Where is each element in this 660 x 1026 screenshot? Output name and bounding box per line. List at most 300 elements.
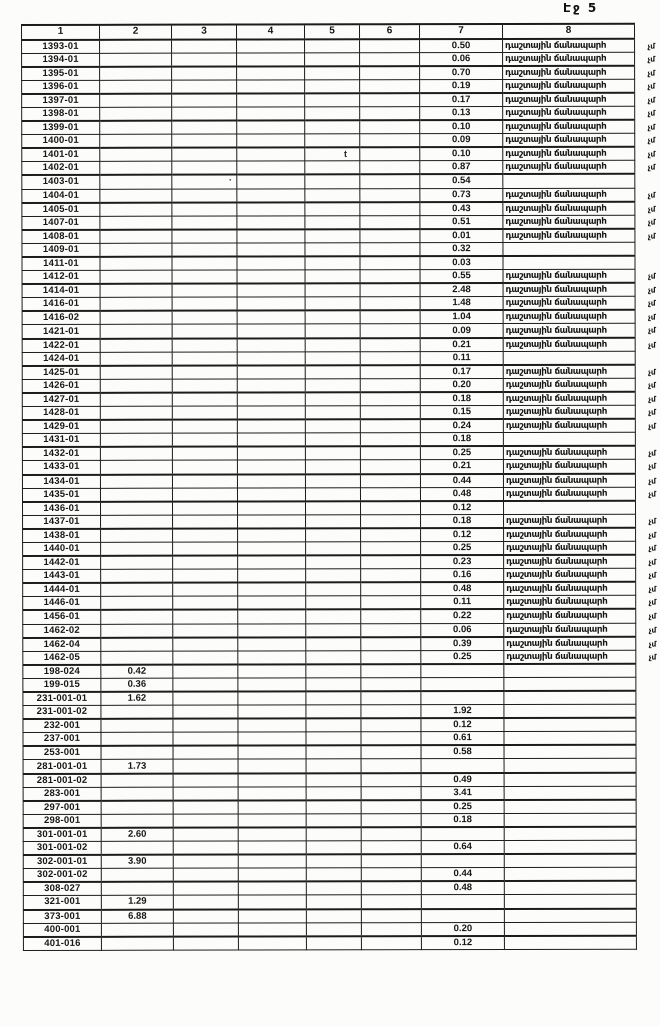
cell-land-use	[504, 772, 636, 786]
cell-area-col2	[100, 447, 172, 461]
cell-col6	[361, 582, 421, 596]
cell-area-col2	[100, 134, 172, 148]
cell-col3	[173, 855, 238, 869]
cell-area-col2	[101, 800, 173, 814]
cell-land-use: դաշտային ճանապարհ չմ	[503, 364, 635, 378]
cell-area-col7: 1.48	[420, 297, 503, 311]
table-row	[22, 120, 635, 135]
cell-area-col2	[100, 229, 172, 243]
cell-col6	[361, 746, 421, 760]
cell-col3	[172, 447, 237, 461]
cell-col5	[305, 392, 360, 406]
cell-area-col2	[100, 202, 172, 216]
table-row	[23, 664, 636, 679]
cell-col3	[172, 134, 237, 148]
cell-area-col2	[101, 529, 173, 543]
cell-col4	[237, 161, 305, 175]
cell-area-col7: 0.58	[421, 745, 504, 759]
cell-parcel-id: 1444-01	[23, 583, 101, 597]
cell-col6	[360, 215, 420, 229]
cell-col5	[305, 243, 360, 257]
cell-col6	[360, 487, 420, 501]
cell-parcel-id: 1403-01	[22, 175, 100, 189]
table-row	[23, 718, 636, 733]
road-label-suffix-fragment: չմ	[648, 639, 657, 649]
cell-col5	[306, 882, 361, 896]
table-row	[22, 446, 635, 461]
cell-area-col2	[100, 53, 172, 67]
cell-col4	[237, 487, 305, 501]
road-label-suffix-fragment: չմ	[648, 313, 656, 323]
cell-area-col2	[101, 624, 173, 638]
cell-col6	[360, 270, 420, 284]
cell-area-col7: 0.18	[420, 433, 503, 447]
cell-parcel-id: 1436-01	[23, 502, 101, 516]
cell-col5	[306, 786, 361, 800]
cell-area-col7: 0.55	[420, 270, 503, 284]
road-label-suffix-fragment: չմ	[648, 530, 657, 540]
cell-land-use: դաշտային ճանապարհ չմ	[503, 52, 635, 66]
table-row	[23, 500, 636, 515]
table-row	[23, 813, 636, 828]
cell-col4	[238, 746, 306, 760]
cell-col6	[361, 800, 421, 814]
cell-land-use: դաշտային ճանապարհ չմ	[503, 65, 635, 79]
cell-area-col7: 0.51	[420, 215, 503, 229]
cell-col3	[173, 692, 238, 706]
cell-col4	[237, 433, 305, 447]
table-header-row	[22, 24, 635, 40]
cell-land-use: դաշտային ճանապարհ չմ	[503, 296, 635, 310]
cell-area-col7: 0.22	[421, 609, 504, 623]
cell-area-col2	[100, 352, 172, 366]
cell-area-col7: 0.32	[420, 242, 503, 256]
table-row	[23, 908, 636, 923]
table-row	[23, 867, 636, 882]
cell-land-use	[503, 351, 635, 365]
cell-area-col2	[100, 325, 172, 339]
road-label-suffix-fragment: չմ	[648, 326, 656, 336]
road-label-suffix-fragment: չմ	[647, 108, 656, 118]
road-label-suffix-fragment: չմ	[648, 598, 657, 608]
cell-col3	[173, 583, 238, 597]
cell-col6	[360, 107, 420, 121]
cell-col4	[238, 555, 306, 569]
cell-land-use	[504, 677, 636, 691]
cell-col4	[237, 406, 305, 420]
cell-col6	[360, 297, 420, 311]
table-row	[23, 786, 636, 801]
cell-land-use: դաշտային ճանապարհ չմ	[503, 378, 635, 392]
cell-parcel-id: 1434-01	[22, 474, 100, 488]
cell-parcel-id: 198-024	[23, 665, 101, 679]
cell-col5	[306, 718, 361, 732]
cell-parcel-id: 302-001-01	[23, 855, 101, 869]
cell-area-col2	[100, 66, 172, 80]
cell-area-col7: 0.18	[421, 813, 504, 827]
cell-col4	[238, 841, 306, 855]
cell-area-col7: 0.03	[420, 256, 503, 270]
cell-area-col2: 3.90	[101, 855, 173, 869]
cell-area-col7: 0.50	[420, 38, 503, 52]
cell-col5	[305, 351, 360, 365]
cell-area-col7: 0.18	[420, 392, 503, 406]
cell-col6	[361, 705, 421, 719]
column-header-1: 1	[22, 25, 100, 40]
table-row	[23, 691, 636, 706]
table-row	[22, 487, 635, 502]
cell-col3	[173, 732, 238, 746]
road-label-suffix-fragment: չմ	[647, 95, 656, 105]
cell-col5	[306, 841, 361, 855]
table-row	[22, 473, 635, 488]
table-row	[23, 759, 636, 774]
cell-area-col7: 0.12	[420, 501, 503, 515]
cell-col4	[238, 773, 306, 787]
cell-land-use	[504, 745, 636, 759]
cell-area-col7: 0.21	[420, 338, 503, 352]
cell-col3	[172, 488, 237, 502]
cell-col4	[237, 447, 305, 461]
cell-col3	[173, 882, 238, 896]
cell-area-col2: 0.36	[101, 678, 173, 692]
cell-area-col2	[101, 868, 173, 882]
cell-col4	[237, 460, 305, 474]
table-row	[22, 269, 635, 284]
cell-area-col2	[100, 162, 172, 176]
cell-col5	[306, 623, 361, 637]
cell-land-use	[504, 922, 636, 936]
cell-col5	[305, 311, 360, 325]
cell-area-col2: 2.60	[101, 828, 173, 842]
table-row	[22, 324, 635, 339]
cell-col3	[172, 66, 237, 80]
cell-land-use: դաշտային ճանապարհ չմ	[504, 623, 636, 637]
cell-area-col2	[101, 841, 173, 855]
cell-col6	[360, 52, 420, 66]
cell-parcel-id: 1393-01	[22, 39, 100, 53]
cell-land-use: դաշտային ճանապարհ չմ	[503, 269, 635, 283]
cell-area-col7: 0.24	[420, 419, 503, 433]
cell-area-col7: 0.09	[420, 134, 503, 148]
cell-area-col2	[100, 270, 172, 284]
cell-land-use	[504, 827, 636, 841]
cell-area-col2	[101, 637, 173, 651]
cell-area-col2	[101, 515, 173, 529]
cell-parcel-id: 1401-01	[22, 148, 100, 162]
cell-land-use	[504, 691, 636, 705]
cell-col6	[360, 433, 420, 447]
cell-land-use: դաշտային ճանապարհ չմ	[503, 215, 635, 229]
table-row	[22, 337, 635, 352]
cell-land-use: դաշտային ճանապարհ չմ	[503, 337, 635, 351]
cell-col3	[173, 923, 238, 937]
cell-area-col2	[100, 338, 172, 352]
cell-area-col2	[100, 474, 172, 488]
cell-col3	[172, 460, 237, 474]
cell-area-col7: 0.54	[420, 174, 503, 188]
table-row	[22, 161, 635, 176]
table-row	[22, 364, 635, 379]
cell-area-col7: 0.10	[420, 147, 503, 161]
cell-parcel-id: 253-001	[23, 746, 101, 760]
cell-col3	[172, 392, 237, 406]
cell-parcel-id: 1462-05	[23, 651, 101, 665]
column-header-4: 4	[237, 24, 305, 39]
cell-col5	[306, 746, 361, 760]
table-row	[23, 636, 636, 651]
cell-col4	[238, 827, 306, 841]
road-label-suffix-fragment: չմ	[648, 612, 657, 622]
cell-col5	[305, 120, 360, 134]
cell-parcel-id: 1442-01	[23, 556, 101, 570]
cell-parcel-id: 1446-01	[23, 597, 101, 611]
cell-area-col7: 0.44	[421, 868, 504, 882]
table-row	[23, 623, 636, 638]
cell-col3	[172, 243, 237, 257]
cell-col3	[172, 80, 237, 94]
cell-col4	[238, 501, 306, 515]
cell-land-use	[503, 242, 635, 256]
cell-area-col7: 0.06	[420, 52, 503, 66]
cell-col4	[238, 922, 306, 936]
road-label-suffix-fragment: չմ	[647, 231, 656, 241]
cell-col6	[361, 922, 421, 936]
cell-area-col2	[100, 297, 172, 311]
cell-col6	[360, 229, 420, 243]
cell-land-use: դաշտային ճանապարհ չմ	[504, 582, 636, 596]
cell-land-use	[504, 867, 636, 881]
table-row	[22, 296, 635, 311]
cell-col4	[238, 855, 306, 869]
road-label-suffix-fragment: չմ	[648, 448, 656, 458]
cell-col6	[361, 623, 421, 637]
road-label-suffix-fragment: չմ	[647, 217, 656, 227]
road-label-suffix-fragment: չմ	[648, 462, 656, 472]
cell-area-col7: 0.10	[420, 120, 503, 134]
cell-col3	[173, 651, 238, 665]
road-label-suffix-fragment: չմ	[647, 271, 656, 281]
cell-land-use: դաշտային ճանապարհ չմ	[503, 120, 635, 134]
cell-col3	[173, 827, 238, 841]
cell-col4	[237, 352, 305, 366]
cell-area-col7	[421, 908, 504, 922]
cell-land-use: դաշտային ճանապարհ չմ	[503, 161, 635, 175]
road-label-suffix-fragment: չմ	[648, 380, 656, 390]
table-row	[23, 881, 636, 896]
cell-area-col2: 1.73	[101, 760, 173, 774]
cell-area-col7: 0.11	[421, 596, 504, 610]
cell-area-col7: 3.41	[421, 786, 504, 800]
cell-area-col2	[101, 597, 173, 611]
cell-col6	[361, 678, 421, 692]
cell-col3	[173, 515, 238, 529]
cell-area-col2	[100, 121, 172, 135]
cell-parcel-id: 1462-02	[23, 624, 101, 638]
cell-parcel-id: 232-001	[23, 719, 101, 733]
cell-parcel-id: 1429-01	[22, 420, 100, 434]
road-label-suffix-fragment: չմ	[647, 54, 656, 64]
cell-col4	[237, 93, 305, 107]
cell-col6	[361, 909, 421, 923]
cell-col5	[305, 93, 360, 107]
cell-area-col7	[421, 677, 504, 691]
cell-parcel-id: 1395-01	[22, 67, 100, 81]
cell-area-col2	[101, 732, 173, 746]
cell-area-col7: 0.20	[420, 378, 503, 392]
scan-artifact: t	[344, 149, 347, 159]
cell-col3	[172, 229, 237, 243]
cell-area-col2: 1.29	[101, 896, 173, 910]
cell-area-col7: 0.70	[420, 66, 503, 80]
cell-land-use: դաշտային ճանապարհ չմ	[504, 636, 636, 650]
column-header-6: 6	[360, 24, 420, 39]
cell-area-col2	[101, 882, 173, 896]
cell-col5	[305, 297, 360, 311]
cell-col4	[237, 202, 305, 216]
table-row	[22, 133, 635, 148]
cell-area-col7: 0.17	[420, 93, 503, 107]
cell-col4	[238, 759, 306, 773]
table-row	[23, 582, 636, 597]
cell-col3	[173, 936, 238, 950]
cell-col3	[173, 678, 238, 692]
cell-land-use: դաշտային ճանապարհ չմ	[503, 93, 635, 107]
road-label-suffix-fragment: չմ	[647, 285, 656, 295]
cell-col4	[237, 311, 305, 325]
cell-land-use: դաշտային ճանապարհ չմ	[504, 514, 636, 528]
cell-area-col7: 0.87	[420, 161, 503, 175]
table-row	[23, 854, 636, 869]
cell-land-use: դաշտային ճանապարհ չմ	[503, 188, 635, 202]
cell-col5	[306, 759, 361, 773]
cell-parcel-id: 1431-01	[22, 434, 100, 448]
cell-col3	[173, 760, 238, 774]
cell-col4	[238, 895, 306, 909]
cell-col4	[238, 596, 306, 610]
cell-col4	[237, 338, 305, 352]
table-row	[23, 922, 636, 937]
cell-land-use: դաշտային ճանապարհ չմ	[503, 310, 635, 324]
cell-col5	[306, 678, 361, 692]
cell-col3	[172, 284, 237, 298]
cell-parcel-id: 1428-01	[22, 406, 100, 420]
road-label-suffix-fragment: չմ	[647, 204, 656, 214]
cell-parcel-id: 1422-01	[22, 338, 100, 352]
cell-col6	[361, 773, 421, 787]
cell-col3	[173, 610, 238, 624]
table-row	[22, 65, 635, 80]
cell-col6	[360, 134, 420, 148]
road-label-suffix-fragment: չմ	[648, 367, 656, 377]
cell-col4	[238, 909, 306, 923]
column-header-8: 8	[503, 24, 635, 39]
cell-col6	[361, 786, 421, 800]
cell-col3	[172, 93, 237, 107]
cell-col5	[306, 936, 361, 950]
cell-col3	[173, 814, 238, 828]
cell-land-use	[504, 704, 636, 718]
cell-col5	[305, 66, 360, 80]
cell-parcel-id: 1414-01	[22, 284, 100, 298]
cell-area-col7: 0.49	[421, 773, 504, 787]
cell-land-use: դաշտային ճանապարհ չմ	[503, 147, 635, 161]
cell-col5	[306, 664, 361, 678]
cell-parcel-id: 1437-01	[23, 515, 101, 529]
cell-col5	[305, 175, 360, 189]
cell-area-col2	[101, 501, 173, 515]
cell-col6	[361, 868, 421, 882]
cell-area-col2	[100, 311, 172, 325]
cell-col4	[237, 175, 305, 189]
cell-col4	[237, 66, 305, 80]
road-label-suffix-fragment: չմ	[648, 407, 656, 417]
cell-area-col2	[101, 583, 173, 597]
cell-parcel-id: 1405-01	[22, 202, 100, 216]
table-row	[23, 799, 636, 814]
cell-col3	[172, 257, 237, 271]
cell-parcel-id: 1404-01	[22, 189, 100, 203]
cell-parcel-id: 1398-01	[22, 107, 100, 121]
cell-land-use	[503, 174, 635, 188]
cell-col4	[237, 365, 305, 379]
cell-col4	[238, 542, 306, 556]
table-row	[22, 201, 635, 216]
cell-col5	[306, 854, 361, 868]
cell-col4	[237, 39, 305, 53]
table-row	[22, 256, 635, 271]
table-row	[23, 650, 636, 665]
table-row	[23, 528, 636, 543]
cell-land-use	[504, 895, 636, 909]
cell-col5	[305, 433, 360, 447]
cell-col5	[306, 583, 361, 597]
cell-col6	[361, 528, 421, 542]
cell-col6	[361, 691, 421, 705]
cell-area-col7: 0.17	[420, 365, 503, 379]
cell-land-use	[503, 256, 635, 270]
cell-area-col2	[100, 379, 172, 393]
cell-col4	[237, 420, 305, 434]
road-label-suffix-fragment: չմ	[647, 149, 656, 159]
cell-col3	[173, 556, 238, 570]
cell-area-col2	[100, 257, 172, 271]
cell-area-col7	[421, 691, 504, 705]
cell-col4	[238, 651, 306, 665]
cell-col4	[237, 392, 305, 406]
cell-col5	[306, 528, 361, 542]
cell-col6	[360, 66, 420, 80]
cell-col3	[172, 202, 237, 216]
column-header-2: 2	[100, 25, 172, 40]
cell-land-use: դաշտային ճանապարհ չմ	[504, 555, 636, 569]
cell-area-col2: 0.42	[101, 664, 173, 678]
cell-area-col7: 0.12	[421, 718, 504, 732]
table-row	[23, 677, 636, 692]
cell-parcel-id: 199-015	[23, 678, 101, 692]
cell-parcel-id: 1394-01	[22, 53, 100, 67]
cell-col6	[361, 895, 421, 909]
cell-parcel-id: 1456-01	[23, 610, 101, 624]
cell-col6	[361, 664, 421, 678]
cell-col4	[237, 120, 305, 134]
cell-area-col7	[421, 664, 504, 678]
cell-area-col7: 0.15	[420, 406, 503, 420]
cell-col5	[305, 379, 360, 393]
cell-col6	[360, 79, 420, 93]
cell-col5	[305, 501, 360, 515]
table-row	[23, 514, 636, 529]
